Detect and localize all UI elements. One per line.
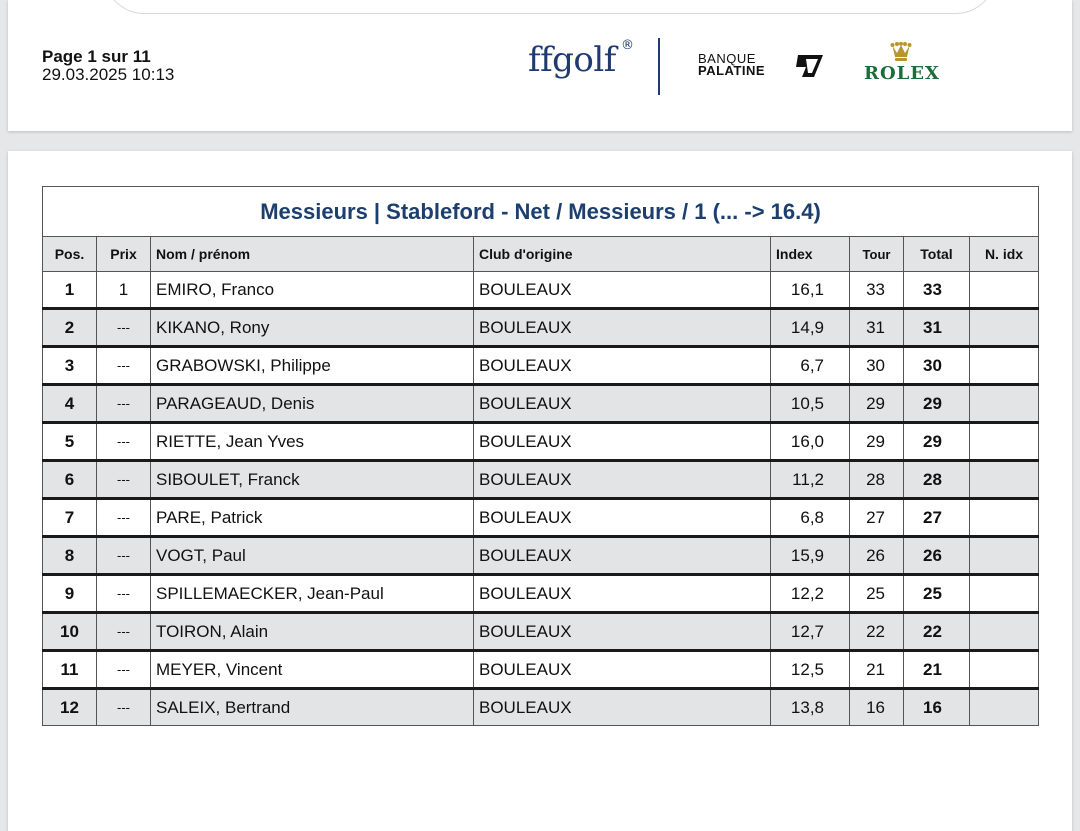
cell-nidx: [970, 575, 1039, 613]
table-row: [43, 499, 1039, 537]
cell-pos: 9: [43, 575, 97, 613]
cell-nidx: [970, 613, 1039, 651]
cell-club: BOULEAUX: [474, 461, 771, 499]
ffgolf-logo: [528, 38, 634, 80]
cell-club: BOULEAUX: [474, 423, 771, 461]
logo-divider: [658, 38, 660, 95]
cell-total: 31: [904, 309, 970, 347]
cell-prix: 1: [97, 272, 151, 309]
cell-club: BOULEAUX: [474, 309, 771, 347]
column-header-prix: Prix: [97, 237, 151, 272]
cell-nidx: [970, 461, 1039, 499]
cell-nidx: [970, 537, 1039, 575]
cell-nidx: [970, 499, 1039, 537]
cell-tour: 25: [850, 575, 904, 613]
cell-total: 26: [904, 537, 970, 575]
cell-tour: 28: [850, 461, 904, 499]
table-row: [43, 461, 1039, 499]
cell-total: 29: [904, 385, 970, 423]
cell-pos: 12: [43, 689, 97, 726]
banque-logo-line2: PALATINE: [698, 63, 766, 78]
banque-palatine-mark-icon: [792, 53, 824, 79]
cell-pos: 5: [43, 423, 97, 461]
cell-index: 14,9: [771, 309, 850, 347]
cell-nidx: [970, 651, 1039, 689]
cell-name: RIETTE, Jean Yves: [151, 423, 474, 461]
cell-tour: 26: [850, 537, 904, 575]
cell-nidx: [970, 272, 1039, 309]
cell-tour: 22: [850, 613, 904, 651]
cell-club: BOULEAUX: [474, 272, 771, 309]
column-header-row: [43, 237, 1039, 272]
cell-name: SIBOULET, Franck: [151, 461, 474, 499]
cell-pos: 4: [43, 385, 97, 423]
cell-prix: ---: [97, 461, 151, 499]
cell-total: 28: [904, 461, 970, 499]
cell-index: 16,0: [771, 423, 850, 461]
column-header-pos: Pos.: [43, 237, 97, 272]
cell-club: BOULEAUX: [474, 575, 771, 613]
cell-tour: 31: [850, 309, 904, 347]
cell-name: GRABOWSKI, Philippe: [151, 347, 474, 385]
cell-total: 21: [904, 651, 970, 689]
cell-name: PARE, Patrick: [151, 499, 474, 537]
cell-total: 30: [904, 347, 970, 385]
rolex-wordmark: ROLEX: [864, 63, 940, 84]
cell-prix: ---: [97, 347, 151, 385]
column-header-name: Nom / prénom: [151, 237, 474, 272]
cell-club: BOULEAUX: [474, 689, 771, 726]
cell-pos: 1: [43, 272, 97, 309]
cell-tour: 21: [850, 651, 904, 689]
ffgolf-logo-text: ffgolf: [528, 40, 616, 80]
table-row: [43, 309, 1039, 347]
cell-name: VOGT, Paul: [151, 537, 474, 575]
page-info: [42, 48, 174, 84]
cell-name: KIKANO, Rony: [151, 309, 474, 347]
cell-index: 12,2: [771, 575, 850, 613]
column-header-index: Index: [771, 237, 850, 272]
cell-total: 16: [904, 689, 970, 726]
header-curve-decoration: [104, 0, 996, 14]
cell-index: 6,8: [771, 499, 850, 537]
cell-pos: 11: [43, 651, 97, 689]
cell-name: EMIRO, Franco: [151, 272, 474, 309]
cell-index: 15,9: [771, 537, 850, 575]
cell-total: 25: [904, 575, 970, 613]
cell-prix: ---: [97, 423, 151, 461]
cell-tour: 33: [850, 272, 904, 309]
cell-tour: 29: [850, 385, 904, 423]
cell-pos: 6: [43, 461, 97, 499]
cell-nidx: [970, 689, 1039, 726]
cell-name: SALEIX, Bertrand: [151, 689, 474, 726]
table-row: [43, 651, 1039, 689]
ffgolf-registered-mark: ®: [621, 38, 634, 53]
table-row: [43, 613, 1039, 651]
table-row: [43, 385, 1039, 423]
table-row: [43, 347, 1039, 385]
cell-club: BOULEAUX: [474, 613, 771, 651]
cell-total: 29: [904, 423, 970, 461]
cell-prix: ---: [97, 309, 151, 347]
cell-club: BOULEAUX: [474, 347, 771, 385]
cell-tour: 29: [850, 423, 904, 461]
results-title: Messieurs | Stableford - Net / Messieurs / 1 (... -> 16.4): [43, 187, 1039, 237]
cell-tour: 27: [850, 499, 904, 537]
cell-prix: ---: [97, 385, 151, 423]
cell-total: 33: [904, 272, 970, 309]
cell-nidx: [970, 385, 1039, 423]
cell-index: 16,1: [771, 272, 850, 309]
cell-prix: ---: [97, 499, 151, 537]
table-row: [43, 575, 1039, 613]
cell-index: 12,5: [771, 651, 850, 689]
cell-name: TOIRON, Alain: [151, 613, 474, 651]
cell-nidx: [970, 309, 1039, 347]
cell-index: 13,8: [771, 689, 850, 726]
cell-tour: 30: [850, 347, 904, 385]
cell-prix: ---: [97, 537, 151, 575]
column-header-club: Club d'origine: [474, 237, 771, 272]
cell-club: BOULEAUX: [474, 651, 771, 689]
cell-nidx: [970, 347, 1039, 385]
cell-club: BOULEAUX: [474, 499, 771, 537]
cell-nidx: [970, 423, 1039, 461]
cell-pos: 7: [43, 499, 97, 537]
page-number: Page 1 sur 11: [42, 47, 151, 66]
cell-prix: ---: [97, 575, 151, 613]
cell-total: 22: [904, 613, 970, 651]
table-row: [43, 537, 1039, 575]
rolex-crown-icon: [890, 42, 912, 62]
page-header-sheet: [8, 0, 1072, 131]
banque-palatine-logo: [698, 53, 765, 77]
rolex-logo: [864, 42, 938, 84]
cell-pos: 2: [43, 309, 97, 347]
cell-pos: 8: [43, 537, 97, 575]
cell-index: 12,7: [771, 613, 850, 651]
cell-name: SPILLEMAECKER, Jean-Paul: [151, 575, 474, 613]
table-row: [43, 689, 1039, 726]
results-table: [42, 186, 1039, 726]
cell-club: BOULEAUX: [474, 385, 771, 423]
cell-name: MEYER, Vincent: [151, 651, 474, 689]
column-header-tour: Tour: [850, 237, 904, 272]
cell-prix: ---: [97, 651, 151, 689]
cell-total: 27: [904, 499, 970, 537]
cell-prix: ---: [97, 613, 151, 651]
cell-name: PARAGEAUD, Denis: [151, 385, 474, 423]
cell-prix: ---: [97, 689, 151, 726]
cell-pos: 10: [43, 613, 97, 651]
table-row: [43, 272, 1039, 309]
print-datetime: 29.03.2025 10:13: [42, 65, 175, 84]
results-sheet: [8, 151, 1072, 831]
cell-tour: 16: [850, 689, 904, 726]
column-header-nidx: N. idx: [970, 237, 1039, 272]
cell-club: BOULEAUX: [474, 537, 771, 575]
banque-logo-line1: BANQUE: [698, 51, 756, 66]
cell-pos: 3: [43, 347, 97, 385]
cell-index: 6,7: [771, 347, 850, 385]
table-row: [43, 423, 1039, 461]
cell-index: 10,5: [771, 385, 850, 423]
cell-index: 11,2: [771, 461, 850, 499]
column-header-total: Total: [904, 237, 970, 272]
